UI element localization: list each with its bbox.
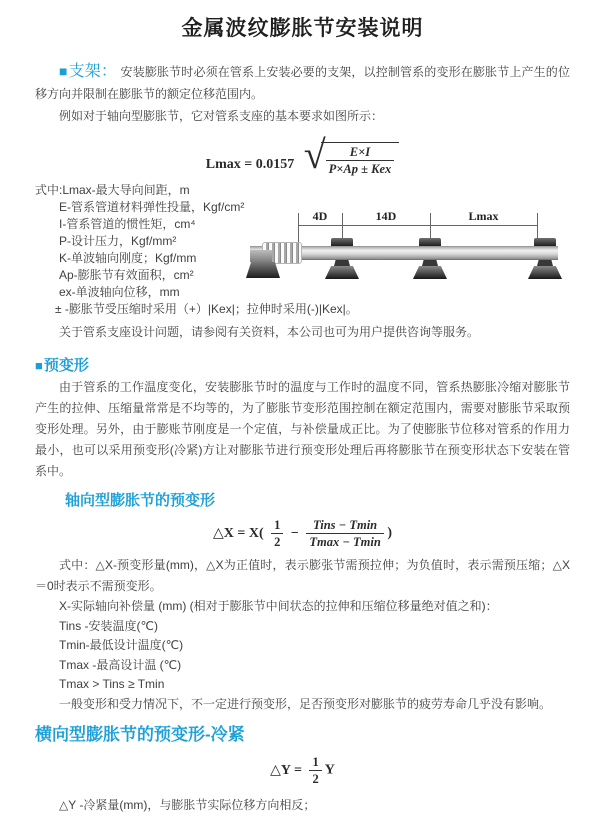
support-base xyxy=(413,266,447,279)
support-example-line: 例如对于轴向型膨胀节，它对管系支座的基本要求如图所示： xyxy=(59,109,384,123)
anchor-support-base xyxy=(246,262,280,278)
variable-line: K-单波轴向刚度；Kgf/mm xyxy=(59,251,197,265)
fraction-numerator: E×I xyxy=(326,145,395,161)
variable-line: P-设计压力，Kgf/mm² xyxy=(59,234,177,248)
section-bullet-icon: ■ xyxy=(59,63,68,79)
dimension-label-lmax: Lmax xyxy=(468,209,499,223)
dimension-label-4d: 4D xyxy=(312,209,328,223)
formula-half-fraction xyxy=(309,755,321,786)
variable-line: E-管系管道材料弹性投量，Kgf/cm² xyxy=(59,200,245,214)
pipe-guide-support xyxy=(320,235,364,283)
subsection-heading-lateral: 横向型膨胀节的预变形-冷紧 xyxy=(35,725,245,744)
support-intro-text: 安装膨胀节时必须在管系上安装必要的支架，以控制管系的变形在膨胀节上产生的位移方向并限制在膨胀节的额定位移范围内。 xyxy=(35,65,570,101)
fraction-denominator: Tmax − Tmin xyxy=(309,535,381,549)
pipe-guide-support xyxy=(523,235,567,283)
formula-lmax-sqrt xyxy=(303,132,400,177)
pipe-guide-support xyxy=(408,235,452,283)
axial-variable-line: Tins -安装温度(℃) xyxy=(59,618,159,633)
dimension-label-14d: 14D xyxy=(375,209,397,223)
dimension-tick xyxy=(298,213,299,245)
support-clamp xyxy=(331,238,353,246)
axial-variable-list xyxy=(35,597,570,714)
fraction-numerator: 1 xyxy=(271,518,283,534)
fraction-denominator: P×Ap ± Kex xyxy=(328,162,392,176)
section-heading-support xyxy=(59,63,117,80)
formula-delta-y-lhs: △Y = xyxy=(270,762,302,778)
close-paren: ) xyxy=(387,525,392,541)
minus-sign: − xyxy=(290,525,299,541)
variable-line: ex-单波轴向位移，mm xyxy=(59,285,180,299)
formula-temperature-fraction xyxy=(306,518,383,549)
formula-lmax-lhs: Lmax = 0.0157 xyxy=(205,157,295,172)
axial-variable-line: Tmin-最低设计温度(℃) xyxy=(59,638,184,652)
dimension-line xyxy=(298,225,537,226)
anchor-support-block xyxy=(250,250,272,262)
variable-line: 式中:Lmax-最大导向间距，m xyxy=(35,183,190,197)
formula-lmax xyxy=(35,132,570,177)
support-intro-paragraph xyxy=(35,60,570,105)
support-neck xyxy=(537,260,553,266)
radical-sign: √ xyxy=(303,132,326,177)
support-neck xyxy=(422,260,438,266)
page-title: 金属波纹膨胀节安装说明 xyxy=(181,17,424,40)
lateral-note-line: △Y -冷紧量(mm)，与膨胀节实际位移方向相反； xyxy=(59,798,316,812)
formula-half-fraction xyxy=(271,518,283,549)
subsection-heading-axial: 轴向型膨胀节的预变形 xyxy=(65,492,216,509)
support-clamp xyxy=(419,238,441,246)
section-bullet-icon: ■ xyxy=(35,358,43,373)
support-neck xyxy=(334,260,350,266)
fraction-denominator: 2 xyxy=(312,772,319,786)
formula-lmax-sqrt-content xyxy=(321,142,400,176)
formula-delta-y xyxy=(35,755,570,786)
support-note-line: 关于管系支座设计问题，请参阅有关资料，本公司也可为用户提供咨询等服务。 xyxy=(59,325,480,339)
variable-line: I-管系管道的惯性矩，cm⁴ xyxy=(59,217,196,231)
variable-line: Ap-膨胀节有效面积，cm² xyxy=(59,268,194,282)
axial-variable-line: X-实际轴向补偿量 (mm) (相对于膨胀节中间状态的拉伸和压缩位移量绝对值之和)： xyxy=(59,599,498,613)
pipe-support-diagram xyxy=(248,209,578,287)
variable-line: ± -膨胀节受压缩时采用（+）|Kex|；拉伸时采用(-)|Kex|。 xyxy=(55,302,358,316)
section-heading-predeform xyxy=(35,354,570,375)
axial-note-line: 一般变形和受力情况下，不一定进行预变形，足否预变形对膨胀节的疲劳寿命几乎没有影响。 xyxy=(59,696,552,711)
fraction-denominator: 2 xyxy=(274,535,281,549)
section-heading-predeform-label: 预变形 xyxy=(43,357,89,374)
axial-formula-description: 式中：△X-预变形量(mm)，△X为正值时，表示膨张节需预拉伸；为负值时，表示需预压缩；△X＝0时表示不需预变形。 xyxy=(35,558,570,593)
formula-delta-y-rhs: Y xyxy=(324,762,335,778)
section-heading-support-label: 支架： xyxy=(68,63,118,80)
fraction-numerator: 1 xyxy=(309,755,321,771)
axial-variable-line: Tmax > Tins ≥ Tmin xyxy=(59,677,165,691)
formula-delta-x xyxy=(35,518,570,549)
predeform-paragraph: 由于管系的工作温度变化，安装膨胀节时的温度与工作时的温度不同，管系热膨胀冷缩对膨胀节产生的拉伸、压缩量常常是不均等的，为了膨胀节变形范围控制在额定范围内，需要对膨胀节采取预变形处理。另外，由于膨账节刚度是一个定值，与补偿量成正比。为了使膨胀节位移对管系的作用力最小，也可以采用预变形(冷紧)方让对膨胀节进行预变形处理后再将膨胀节在预变形状态下安装在管系中。 xyxy=(35,380,570,478)
variables-and-diagram-block xyxy=(35,182,570,318)
fraction-numerator: Tins − Tmin xyxy=(306,518,383,534)
support-base xyxy=(528,266,562,279)
formula-delta-x-lhs: △X = X( xyxy=(212,525,264,541)
axial-variable-line: Tmax -最高设计温 (℃) xyxy=(59,657,182,672)
support-clamp xyxy=(534,238,556,246)
support-base xyxy=(325,266,359,279)
formula-lmax-fraction xyxy=(326,145,395,176)
